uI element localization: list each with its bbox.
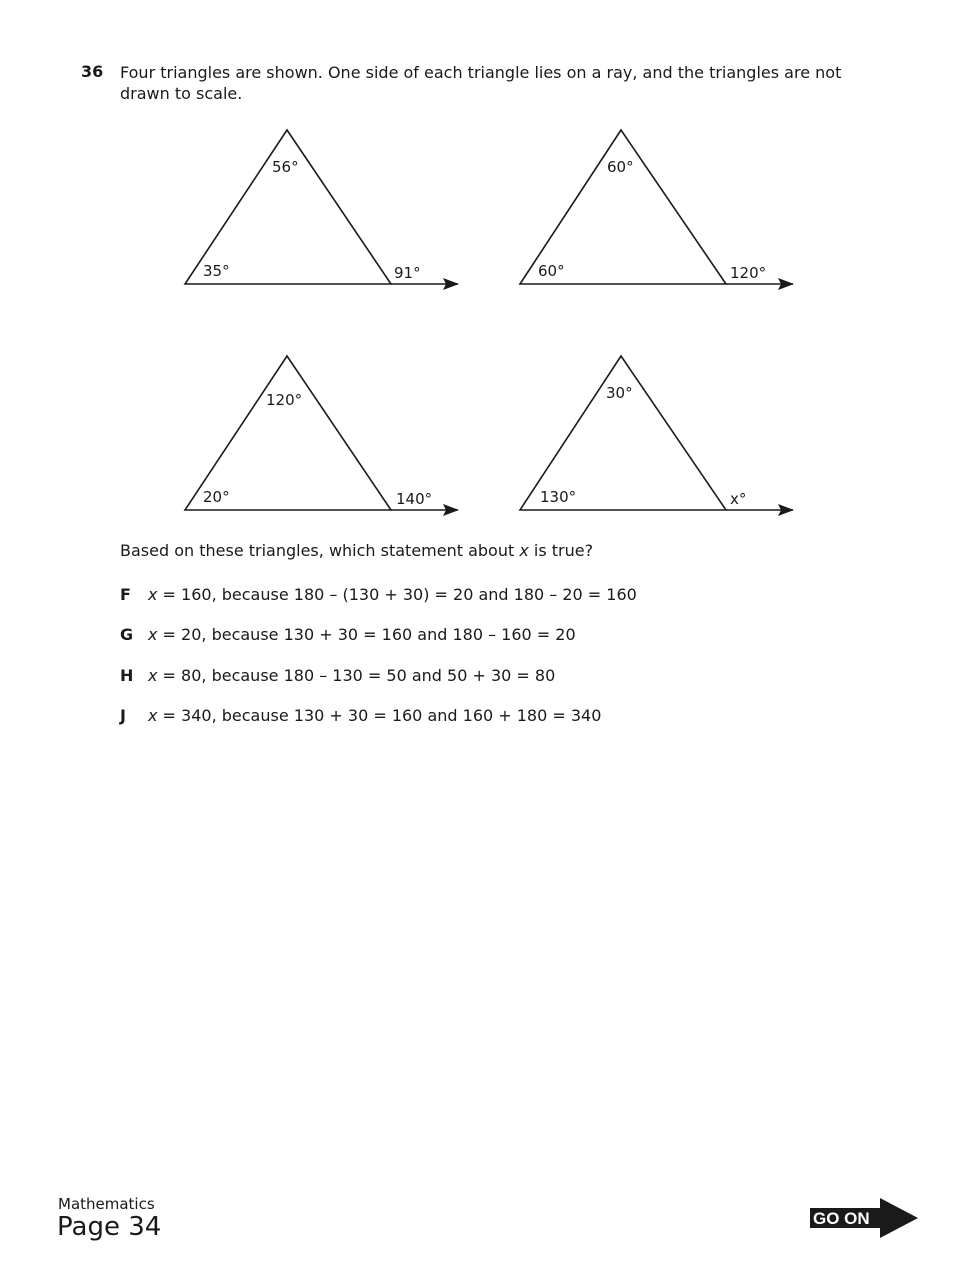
choice-f-variable: x <box>148 585 158 604</box>
triangle-3-top-angle: 120° <box>266 391 303 409</box>
answer-choice-g[interactable] <box>120 625 576 644</box>
triangle-2-exterior-angle: 120° <box>730 264 767 282</box>
triangle-4-top-angle: 30° <box>606 384 633 402</box>
choice-h-text: = 80, because 180 – 130 = 50 and 50 + 30 = 80 <box>157 666 556 685</box>
prompt-text-before: Based on these triangles, which statement about <box>120 541 520 560</box>
choice-j-text: = 340, because 130 + 30 = 160 and 160 + 180 = 340 <box>157 706 602 725</box>
choice-j-letter: J <box>120 706 126 725</box>
question-stem-line-1: Four triangles are shown. One side of each triangle lies on a ray, and the triangles are not <box>120 63 842 82</box>
answer-choice-h[interactable] <box>120 666 555 685</box>
triangle-3 <box>185 356 458 510</box>
triangles-figure <box>0 0 979 560</box>
question-number: 36 <box>81 62 104 81</box>
footer-page-number: Page 34 <box>57 1212 162 1242</box>
triangle-2-shape <box>520 130 726 284</box>
triangle-4 <box>520 356 793 510</box>
triangle-4-exterior-angle <box>730 490 746 508</box>
choice-h-letter: H <box>120 666 134 685</box>
choice-h-variable: x <box>148 666 158 685</box>
choice-g-variable: x <box>148 625 158 644</box>
triangle-1-exterior-angle: 91° <box>394 264 421 282</box>
triangle-3-shape <box>185 356 391 510</box>
triangle-4-exterior-variable: x <box>730 490 739 508</box>
triangle-3-bottom-left-angle: 20° <box>203 488 230 506</box>
choice-j-variable: x <box>148 706 158 725</box>
triangle-4-degree-symbol: ° <box>738 490 747 508</box>
footer-subject: Mathematics <box>58 1195 155 1213</box>
go-on-arrow <box>810 1198 920 1238</box>
triangle-1-bottom-left-angle: 35° <box>203 262 230 280</box>
go-on-label: GO ON <box>813 1209 870 1228</box>
triangle-1-shape <box>185 130 391 284</box>
choice-g-letter: G <box>120 625 134 644</box>
triangle-1-top-angle: 56° <box>272 158 299 176</box>
question-prompt <box>120 541 593 560</box>
answer-choice-j[interactable] <box>120 706 601 725</box>
prompt-text-after: is true? <box>528 541 594 560</box>
triangle-3-exterior-angle: 140° <box>396 490 433 508</box>
triangle-1 <box>185 130 458 284</box>
question-stem-line-2: drawn to scale. <box>120 84 243 103</box>
triangle-2-bottom-left-angle: 60° <box>538 262 565 280</box>
triangle-4-shape <box>520 356 726 510</box>
triangle-2 <box>520 130 793 284</box>
choice-g-text: = 20, because 130 + 30 = 160 and 180 – 160 = 20 <box>157 625 576 644</box>
triangle-4-bottom-left-angle: 130° <box>540 488 577 506</box>
answer-choice-f[interactable] <box>120 585 637 604</box>
prompt-variable: x <box>519 541 529 560</box>
triangle-2-top-angle: 60° <box>607 158 634 176</box>
choice-f-letter: F <box>120 585 131 604</box>
choice-f-text: = 160, because 180 – (130 + 30) = 20 and 180 – 20 = 160 <box>157 585 637 604</box>
